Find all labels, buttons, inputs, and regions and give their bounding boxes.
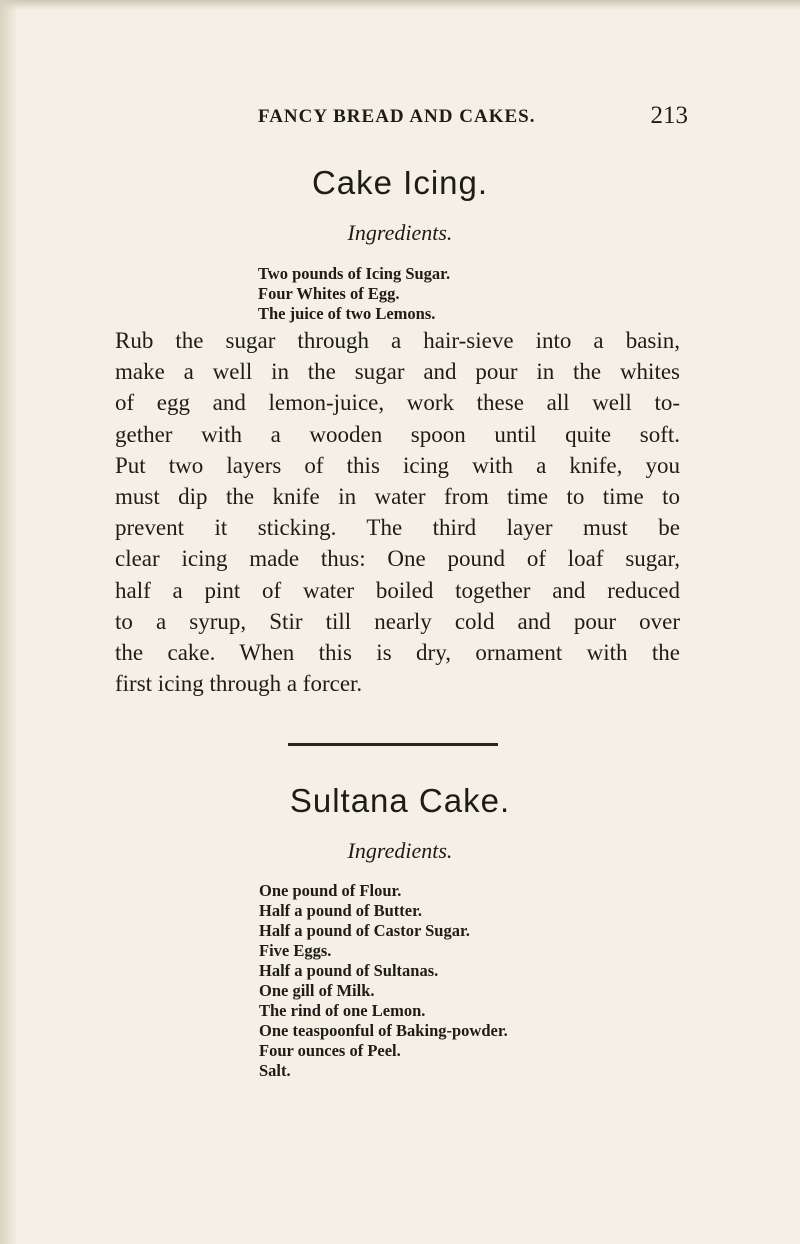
recipe-title-cake-icing: Cake Icing. [311,164,489,201]
ingredients-list-sultana-cake [259,881,508,1081]
ingredient-item: Half a pound of Castor Sugar. [259,921,470,940]
method-line: make a well in the sugar and pour in the whites [115,359,680,385]
method-line: first icing through a forcer. [115,671,363,697]
recipe-title-sultana-cake: Sultana Cake. [289,782,511,819]
section-divider [288,743,498,746]
running-head: FANCY BREAD AND CAKES. [258,106,536,127]
method-line: must dip the knife in water from time to time to [115,484,680,510]
ingredient-item: Four Whites of Egg. [258,284,400,303]
method-paragraph-cake-icing [115,325,680,699]
ingredients-heading-sultana-cake: Ingredients. [347,838,453,863]
ingredient-item: Half a pound of Sultanas. [259,961,439,980]
ingredient-item: Salt. [259,1061,291,1080]
ingredient-item: Four ounces of Peel. [259,1041,401,1060]
page-header [258,102,688,132]
ingredient-item: One teaspoonful of Baking-powder. [259,1021,508,1040]
ingredient-item: The rind of one Lemon. [259,1001,426,1020]
page-number: 213 [650,102,688,129]
method-line: the cake. When this is dry, ornament with the [115,640,680,666]
method-line: gether with a wooden spoon until quite soft. [115,421,680,447]
method-line: of egg and lemon-juice, work these all well to- [115,390,680,416]
method-line: to a syrup, Stir till nearly cold and pour over [115,608,680,634]
method-line: clear icing made thus: One pound of loaf sugar, [115,546,680,572]
page-top-shadow [0,0,800,10]
ingredient-item: The juice of two Lemons. [258,304,436,323]
ingredients-heading-cake-icing: Ingredients. [347,220,453,245]
ingredient-item: Two pounds of Icing Sugar. [258,264,451,283]
method-line: half a pint of water boiled together and reduced [115,577,680,603]
ingredients-list-cake-icing [258,264,450,324]
ingredient-item: One pound of Flour. [259,881,402,900]
method-line: prevent it sticking. The third layer must be [115,515,680,541]
method-line: Rub the sugar through a hair-sieve into a basin, [115,328,680,353]
ingredient-item: One gill of Milk. [259,981,375,1000]
method-line: Put two layers of this icing with a knife, you [115,452,680,478]
ingredient-item: Half a pound of Butter. [259,901,423,920]
ingredient-item: Five Eggs. [259,941,332,960]
